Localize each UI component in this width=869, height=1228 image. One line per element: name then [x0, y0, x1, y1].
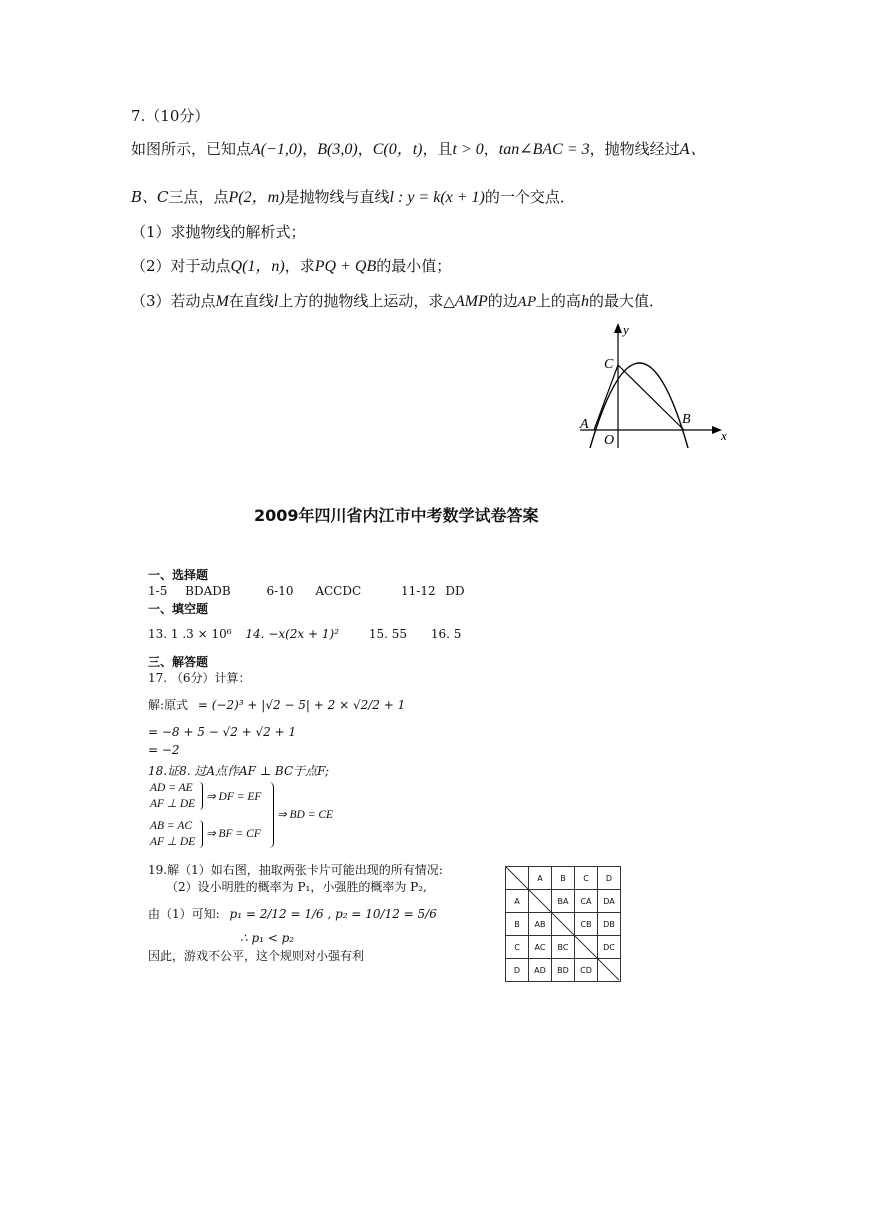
t-condition: t > 0 [452, 141, 484, 158]
text-segment: （2）对于动点 [131, 257, 231, 275]
fill-answer-14: 14. −x(2x + 1)² [245, 627, 340, 641]
y-axis-arrow-icon [614, 323, 622, 333]
y-axis-label: y [623, 322, 629, 337]
text-segment: 是抛物线与直线 [284, 188, 390, 206]
question-3 [131, 291, 664, 313]
point-q: Q(1，n) [230, 258, 285, 275]
point-a-label: A [580, 417, 589, 432]
table-cell: D [506, 959, 529, 982]
text-segment: B、C [131, 188, 169, 206]
point-b-label: B [682, 412, 691, 427]
fill-answer-13: 13. 1 .3 × 10⁶ [148, 627, 232, 641]
p19-line-3 [148, 906, 437, 922]
mc-answer: BDADB [185, 584, 231, 598]
point-p: P(2，m) [228, 189, 285, 206]
table-cell: CB [575, 913, 598, 936]
p18-proof-block [150, 818, 195, 850]
point-m: M [215, 293, 229, 310]
text-segment: A、 [679, 140, 706, 158]
text-segment: 上方的抛物线上运动，求△ [278, 292, 455, 310]
tan-condition: tan∠BAC = 3 [498, 141, 590, 158]
p19-line-4: ∴ p₁ < p₂ [240, 931, 295, 945]
proof-line: AB = AC [150, 820, 193, 832]
text-segment: 的边 [487, 292, 518, 310]
section-fill-heading: 一、填空题 [148, 602, 209, 616]
brace-icon [198, 782, 203, 810]
table-cell: BD [552, 959, 575, 982]
proof-line: AF ⊥ DE [150, 798, 196, 810]
text-segment: 解:原式 [148, 698, 189, 712]
section-choice-heading: 一、选择题 [148, 568, 209, 582]
proof-line: AF ⊥ DE [150, 836, 196, 848]
p18-conclusion-2: ⇒ BF = CF [206, 828, 261, 840]
brace-icon [198, 820, 203, 848]
text-segment: 由（1）可知: [148, 907, 220, 921]
p17-line-1 [148, 697, 405, 713]
fill-answers [148, 626, 461, 642]
mc-answer: DD [445, 584, 465, 598]
text-segment: ，抛物线经过 [589, 140, 680, 158]
table-cell: BC [552, 936, 575, 959]
p19-line-1: 19.解（1）如右图，抽取两张卡片可能出现的所有情况: [148, 863, 443, 877]
p17-heading: 17. （6分）计算： [148, 671, 251, 685]
p19-line-2: （2）设小明胜的概率为 P₁，小强胜的概率为 P₂, [166, 880, 427, 894]
answers-title: 2009年四川省内江市中考数学试卷答案 [254, 506, 539, 525]
table-cell: B [552, 867, 575, 890]
segment-cb [618, 365, 684, 430]
question-1: （1）求抛物线的解析式； [131, 223, 306, 241]
table-cell: C [575, 867, 598, 890]
height-h: h [580, 293, 589, 310]
question-2 [131, 256, 451, 277]
table-cell: AB [529, 913, 552, 936]
table-cell: D [598, 867, 621, 890]
text-segment: 的最小值； [376, 257, 452, 275]
parabola-figure [560, 318, 760, 458]
table-diagonal [505, 866, 620, 981]
section-solve-heading: 三、解答题 [148, 655, 209, 669]
table-cell: DA [598, 890, 621, 913]
table-cell: AD [529, 959, 552, 982]
problem-line-2 [131, 187, 575, 208]
table-cell: CA [575, 890, 598, 913]
table-cell: CD [575, 959, 598, 982]
text-segment: ，且 [422, 140, 453, 158]
fill-answer-15: 15. 55 [368, 627, 408, 641]
problem-number: 7.（10分） [131, 107, 210, 125]
diagonal-line [506, 867, 619, 980]
line-l-equation: l : y = k(x + 1) [389, 189, 485, 206]
math-expression: = (−2)³ + |√2 − 5| + 2 × √2/2 + 1 [197, 698, 406, 712]
mc-answers [148, 583, 465, 599]
mc-range: 1-5 [148, 584, 168, 598]
p18-heading: 18.证8. 过A点作AF ⊥ BC于点F; [148, 764, 330, 778]
p17-line-2: = −8 + 5 − √2 + √2 + 1 [148, 725, 297, 739]
text-segment: 在直线 [228, 292, 274, 310]
proof-line: AD = AE [150, 782, 193, 794]
text-segment: 三点，点 [168, 188, 229, 206]
outcome-table-wrapper [505, 866, 621, 982]
line-l-symbol: l [273, 293, 279, 310]
table-cell: B [506, 913, 529, 936]
text-segment: ， [302, 140, 318, 158]
text-segment: 上的高 [535, 292, 581, 310]
table-cell: A [506, 890, 529, 913]
p18-proof-block [150, 780, 195, 812]
point-c-label: C [604, 357, 614, 372]
triangle-amp: AMP [454, 293, 488, 310]
x-axis-label: x [721, 428, 727, 443]
p19-line-5: 因此，游戏不公平，这个规则对小强有利 [148, 949, 365, 963]
point-b: B(3,0) [317, 141, 358, 158]
pq-qb-expression: PQ + QB [314, 258, 377, 275]
table-cell: DC [598, 936, 621, 959]
point-a: A(−1,0) [251, 141, 303, 158]
mc-range: 6-10 [266, 584, 294, 598]
table-cell: C [506, 936, 529, 959]
origin-label: O [604, 433, 615, 448]
fill-answer-16: 16. 5 [430, 627, 462, 641]
mc-range: 11-12 [401, 584, 436, 598]
problem-line-1 [131, 139, 706, 160]
mc-answer: ACCDC [315, 584, 362, 598]
text-segment: 的一个交点． [484, 188, 575, 206]
table-cell: DB [598, 913, 621, 936]
text-segment: ， [483, 140, 499, 158]
text-segment: ， [357, 140, 373, 158]
text-segment: 的最大值． [588, 292, 664, 310]
table-cell: BA [552, 890, 575, 913]
text-segment: （3）若动点 [131, 292, 216, 310]
point-c: C(0，t) [372, 141, 423, 158]
side-ap: AP [517, 295, 536, 310]
p18-final-conclusion: ⇒ BD = CE [277, 809, 334, 821]
table-cell: A [529, 867, 552, 890]
text-segment: ，求 [284, 257, 315, 275]
p17-line-3: = −2 [148, 743, 180, 757]
brace-icon [268, 782, 274, 848]
table-cell: AC [529, 936, 552, 959]
p18-conclusion-1: ⇒ DF = EF [206, 791, 262, 803]
segment-ac [594, 365, 618, 430]
text-segment: 如图所示，已知点 [131, 140, 252, 158]
probability-formula: p₁ = 2/12 = 1/6 , p₂ = 10/12 = 5/6 [229, 907, 437, 921]
